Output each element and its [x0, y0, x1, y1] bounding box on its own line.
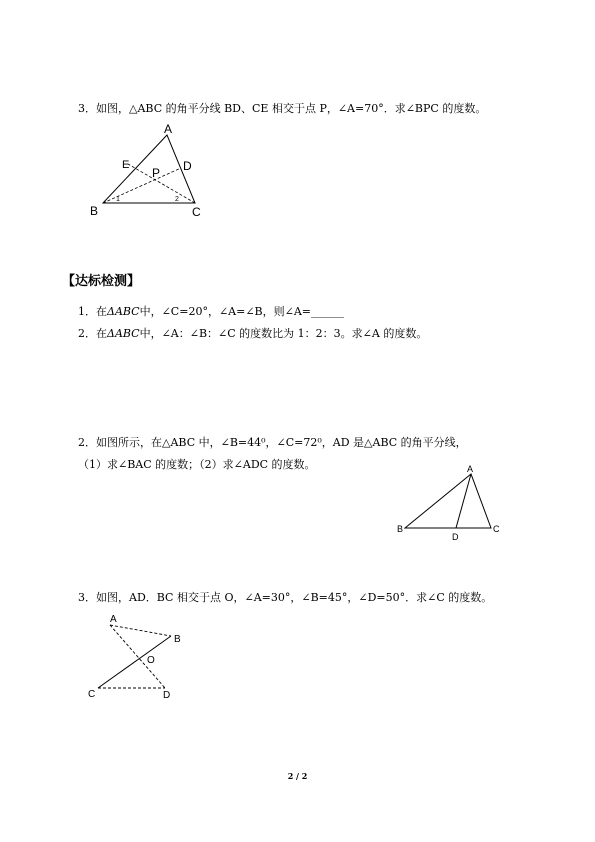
q1-triangle: ΔABC: [107, 305, 140, 318]
section-heading: 【达标检测】: [62, 274, 141, 289]
q2-prefix: 2．在: [78, 327, 107, 340]
q1-rest: 中，∠C=20°，∠A=∠B，则∠A=______: [139, 305, 344, 318]
problem-3-text: 3．如图，△ABC 的角平分线 BD、CE 相交于点 P，∠A=70°．求∠BPC 的度数。: [78, 102, 487, 115]
label-C: C: [493, 524, 500, 534]
label-A: A: [110, 614, 117, 625]
intersecting-lines-figure: [85, 610, 195, 705]
q1-prefix: 1．在: [78, 305, 107, 318]
label-O: O: [147, 655, 155, 666]
question-3-line-1: 2．如图所示，在△ABC 中，∠B=44⁰，∠C=72⁰，AD 是△ABC 的角平分线，: [78, 436, 467, 449]
label-B: B: [397, 524, 404, 534]
label-B: B: [90, 204, 99, 218]
label-A: A: [467, 464, 474, 474]
label-angle-1: 1: [116, 196, 120, 203]
question-3-line-2: （1）求∠BAC 的度数；（2）求∠ADC 的度数。: [78, 458, 316, 471]
label-P: P: [152, 166, 161, 180]
label-A: A: [164, 122, 173, 136]
label-D: D: [183, 159, 192, 173]
label-E: E: [122, 159, 130, 171]
q2-rest: 中，∠A：∠B：∠C 的度数比为 1：2：3。求∠A 的度数。: [139, 327, 428, 340]
label-angle-2: 2: [175, 196, 179, 203]
triangle-abc-bisectors-figure: [85, 120, 215, 225]
question-2: [78, 327, 427, 341]
label-C: C: [192, 205, 201, 219]
q2-triangle: ΔABC: [107, 327, 140, 340]
label-C: C: [88, 689, 96, 700]
question-4: 3．如图，AD．BC 相交于点 O，∠A=30°，∠B=45°，∠D=50°．求∠C 的度数。: [78, 591, 493, 604]
label-D: D: [452, 532, 459, 542]
label-D: D: [163, 690, 171, 701]
page-number: 2 / 2: [287, 771, 308, 781]
label-B: B: [174, 634, 181, 645]
triangle-abc-bisector-ad-figure: [395, 462, 507, 544]
question-1: [78, 305, 344, 319]
